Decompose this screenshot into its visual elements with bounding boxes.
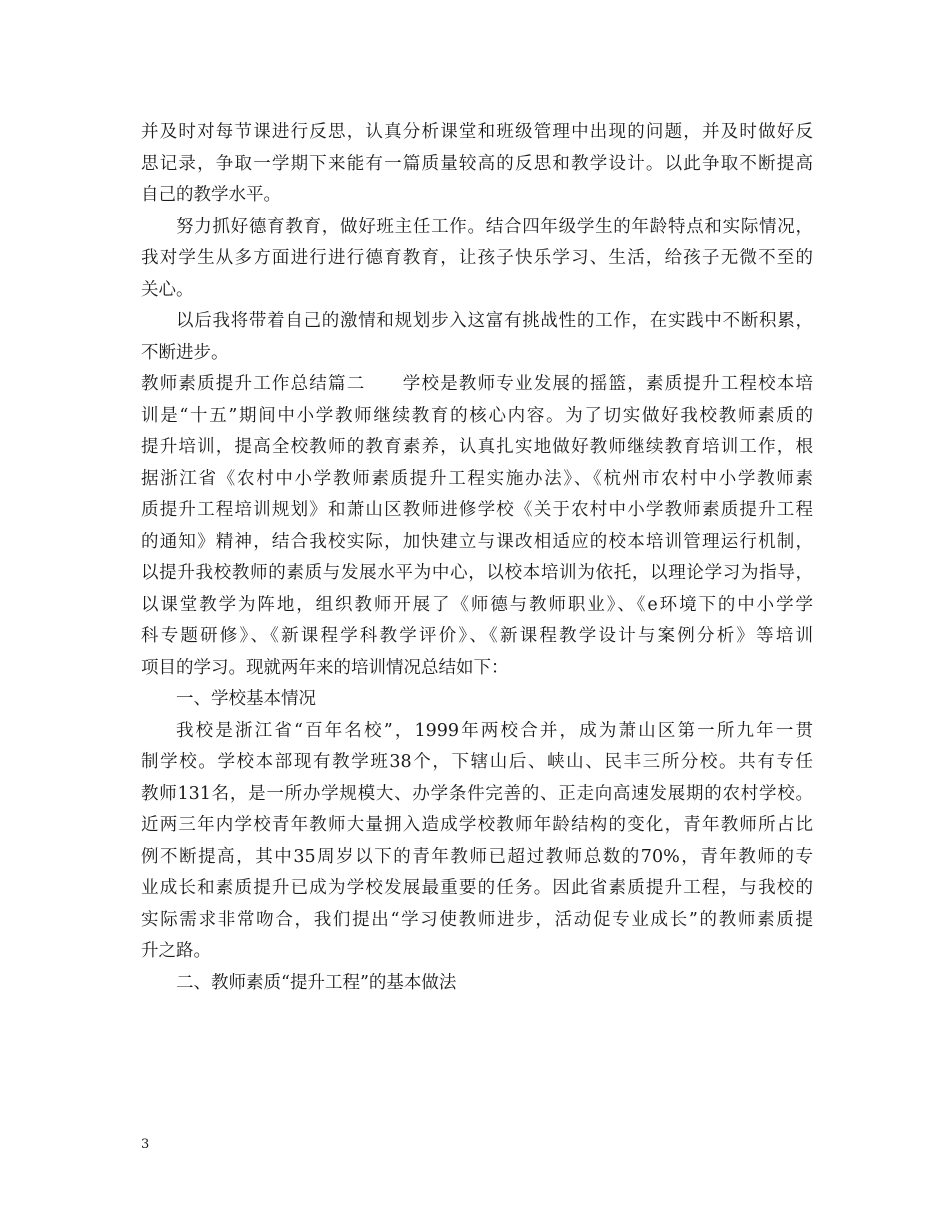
text-line: 关心。 [141, 279, 194, 300]
paragraph-first-line: 以后我将带着自己的激情和规划步入这富有挑战性的工作，在实践中不断积累， [176, 311, 813, 331]
text-line: 教师131名，是一所办学规模大、办学条件完善的、正走向高速发展期的农村学校。 [141, 783, 813, 804]
text-line: 并及时对每节课进行反思，认真分析课堂和班级管理中出现的问题，并及时做好反 [141, 122, 813, 142]
text-line: 业成长和素质提升已成为学校发展最重要的任务。因此省素质提升工程，与我校的 [141, 878, 813, 898]
text-line: 例不断提高，其中35周岁以下的青年教师已超过教师总数的70%，青年教师的专 [141, 846, 813, 867]
subheading-line: 一、学校基本情况 [176, 689, 316, 709]
text-line: 以课堂教学为阵地，组织教师开展了《师德与教师职业》、《e环境下的中小学学 [141, 594, 813, 615]
text-line: 训是“十五”期间中小学教师继续教育的核心内容。为了切实做好我校教师素质的 [141, 405, 813, 426]
text-line: 制学校。学校本部现有教学班38个，下辖山后、峡山、民丰三所分校。共有专任 [141, 752, 813, 772]
text-line: 升之路。 [141, 941, 211, 961]
paragraph-first-line: 我校是浙江省“百年名校”，1999年两校合并，成为萧山区第一所九年一贯 [176, 720, 813, 741]
subheading-line: 二、教师素质“提升工程”的基本做法 [176, 972, 457, 993]
text-line: 实际需求非常吻合，我们提出“学习使教师进步，活动促专业成长”的教师素质提 [141, 909, 813, 930]
text-line: 思记录，争取一学期下来能有一篇质量较高的反思和教学设计。以此争取不断提高 [141, 153, 813, 174]
text-line: 的通知》精神，结合我校实际，加快建立与课改相适应的校本培训管理运行机制， [141, 531, 813, 552]
text-line: 项目的学习。现就两年来的培训情况总结如下： [141, 657, 509, 678]
text-line: 近两三年内学校青年教师大量拥入造成学校教师年龄结构的变化，青年教师所占比 [141, 815, 813, 835]
text-line: 以提升我校教师的素质与发展水平为中心，以校本培训为依托，以理论学习为指导， [141, 563, 813, 583]
text-line: 自己的教学水平。 [141, 185, 281, 205]
text-line: 科专题研修》、《新课程学科教学评价》、《新课程教学设计与案例分析》等培训 [141, 626, 813, 646]
section-heading-line: 教师素质提升工作总结篇二 学校是教师专业发展的摇篮，素质提升工程校本培 [141, 374, 813, 394]
text-line: 质提升工程培训规划》和萧山区教师进修学校《关于农村中小学教师素质提升工程 [141, 500, 813, 520]
page-number: 3 [141, 1137, 150, 1152]
text-line: 据浙江省《农村中小学教师素质提升工程实施办法》、《杭州市农村中小学教师素 [141, 468, 813, 489]
paragraph-first-line: 努力抓好德育教育，做好班主任工作。结合四年级学生的年龄特点和实际情况， [176, 216, 813, 237]
text-line: 不断进步。 [141, 342, 229, 363]
document-body [141, 117, 813, 999]
text-line: 提升培训，提高全校教师的教育素养，认真扎实地做好教师继续教育培训工作，根 [141, 437, 813, 457]
text-line: 我对学生从多方面进行进行德育教育，让孩子快乐学习、生活，给孩子无微不至的 [141, 248, 813, 268]
